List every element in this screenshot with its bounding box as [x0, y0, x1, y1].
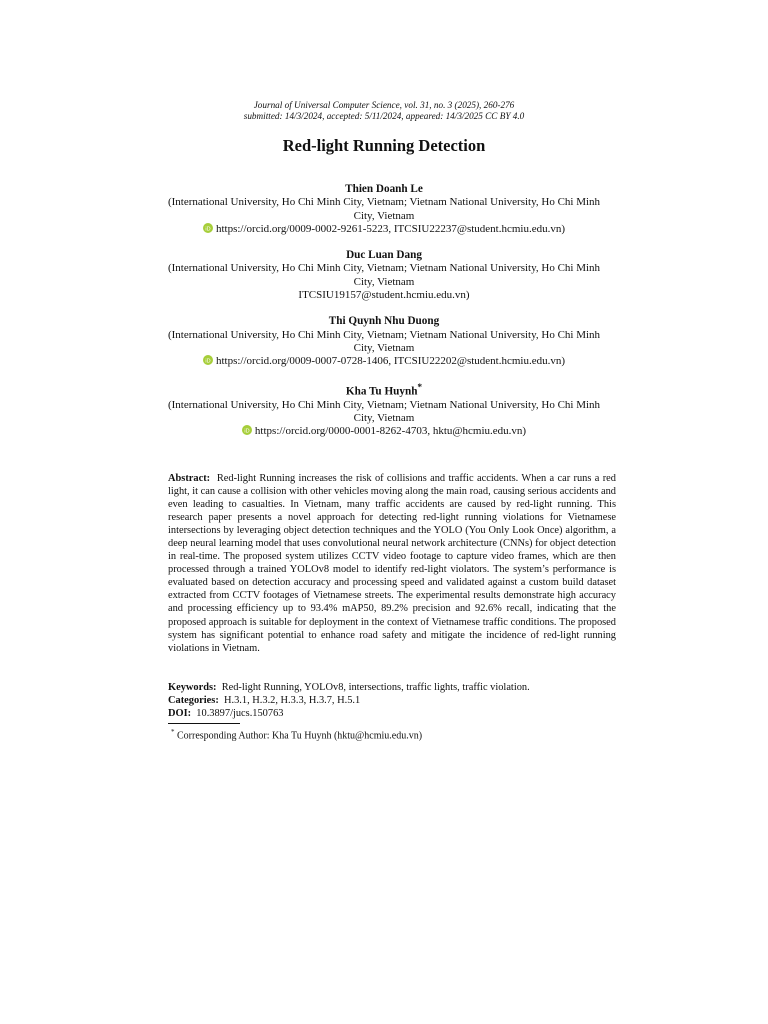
author-block [0, 382, 768, 439]
author-contact [0, 289, 768, 302]
svg-text:iD: iD [244, 428, 250, 435]
footnote-marker: * [171, 728, 175, 736]
footnote [171, 726, 422, 742]
author-block [0, 183, 768, 236]
author-affiliation: (International University, Ho Chi Minh City, Vietnam; Vietnam National University, Ho Chi Minh City, Vietnam [167, 196, 601, 222]
journal-header [0, 100, 768, 121]
footnote-text: Corresponding Author: Kha Tu Huynh (hktu@hcmiu.edu.vn) [177, 730, 423, 742]
author-contact [0, 355, 768, 368]
orcid-icon[interactable] [203, 223, 213, 233]
svg-text:iD: iD [205, 226, 211, 233]
author-block [0, 249, 768, 302]
author-block [0, 315, 768, 368]
journal-citation: Journal of Universal Computer Science, vol. 31, no. 3 (2025), 260-276 [253, 100, 515, 110]
abstract-text: Red-light Running increases the risk of collisions and traffic accidents. When a car runs a red light, it can cause a collision with other vehicles moving along the main road, causing serious accidents and even leading to casualties. In Vietnam, many traffic accidents are caused by red-light running. This research paper presents a novel approach for detecting red-light running violations for Vietnamese intersections by leveraging object detection techniques and the YOLO (You Only Look Once) algorithm, a deep neural learning model that uses convolutional neural network architecture (CNNs) for object detection in real-time. The proposed system utilizes CCTV video footage to capture video frames, which are then processed through a trained YOLOv8 model to identify red-light violators. The system’s performance is evaluated based on detection accuracy and processing speed and validated against a custom build dataset extracted from CCTV footages of Vietnamese streets. The experimental results demonstrate high accuracy and processing efficiency up to 93.4% mAP50, 89.2% precision and 92.6% recall, indicating that the proposed approach is suitable for deployment in the context of Vietnamese traffic conditions. The proposed system has significant potential to enhance road safety and mitigate the incidence of red-light running violations in Vietnam. [168, 473, 616, 654]
doi-link[interactable]: 10.3897/jucs.150763 [196, 708, 284, 719]
abstract [168, 472, 616, 655]
author-name-text: Kha Tu Huynh [345, 385, 418, 398]
svg-text:iD: iD [205, 358, 211, 365]
abstract-label: Abstract: [168, 473, 211, 484]
author-name [0, 382, 768, 399]
author-affiliation: (International University, Ho Chi Minh City, Vietnam; Vietnam National University, Ho Chi Minh City, Vietnam [167, 328, 601, 354]
author-contact-text[interactable]: https://orcid.org/0009-0007-0728-1406, ITCSIU22202@student.hcmiu.edu.vn) [215, 355, 566, 368]
keywords-text: Red-light Running, YOLOv8, intersections, traffic lights, traffic violation. [221, 682, 530, 693]
author-contact-text[interactable]: https://orcid.org/0000-0001-8262-4703, hktu@hcmiu.edu.vn) [254, 425, 527, 438]
submission-dates: submitted: 14/3/2024, accepted: 5/11/2024, appeared: 14/3/2025 CC BY 4.0 [243, 110, 525, 121]
keywords-label: Keywords: [168, 682, 217, 693]
author-contact [0, 425, 768, 438]
keywords-row [168, 681, 616, 694]
categories-label: Categories: [168, 695, 219, 706]
author-contact-text[interactable]: ITCSIU19157@student.hcmiu.edu.vn) [298, 289, 470, 302]
categories-row [168, 694, 616, 707]
author-list [0, 183, 768, 451]
author-affiliation: (International University, Ho Chi Minh City, Vietnam; Vietnam National University, Ho Chi Minh City, Vietnam [167, 398, 601, 424]
corresponding-marker: * [417, 382, 423, 393]
doi-label: DOI: [168, 708, 192, 719]
orcid-icon[interactable] [242, 425, 252, 435]
author-name: Thien Doanh Le [345, 183, 423, 195]
author-name: Duc Luan Dang [346, 249, 422, 262]
author-name: Thi Quynh Nhu Duong [328, 315, 440, 328]
paper-title: Red-light Running Detection [282, 136, 486, 155]
author-affiliation: (International University, Ho Chi Minh City, Vietnam; Vietnam National University, Ho Chi Minh City, Vietnam [167, 262, 601, 288]
orcid-icon[interactable] [203, 355, 213, 365]
doi-row [168, 707, 616, 720]
paper-metadata [168, 681, 616, 720]
author-contact-text[interactable]: https://orcid.org/0009-0002-9261-5223, ITCSIU22237@student.hcmiu.edu.vn) [215, 222, 566, 235]
author-contact [0, 223, 768, 236]
categories-text: H.3.1, H.3.2, H.3.3, H.3.7, H.5.1 [223, 695, 361, 706]
footnote-divider [168, 723, 240, 724]
